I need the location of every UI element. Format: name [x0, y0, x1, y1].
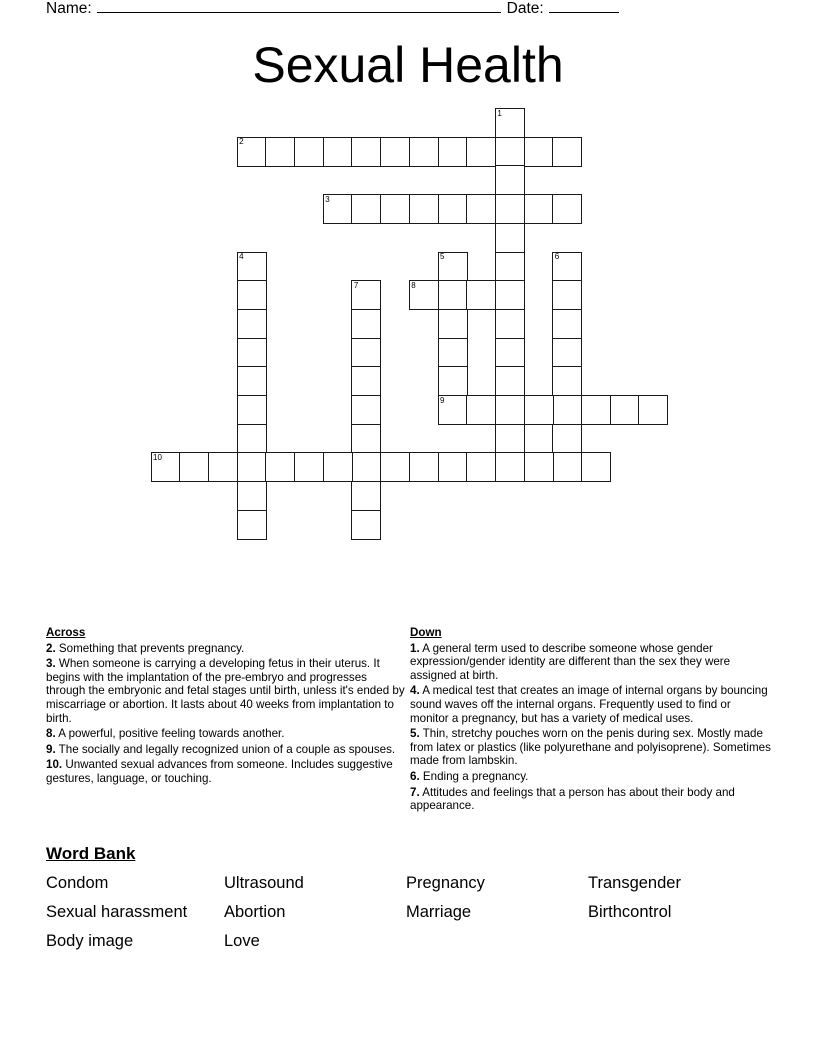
grid-cell[interactable] — [552, 194, 582, 224]
grid-cell-number: 7 — [353, 280, 359, 290]
grid-cell[interactable] — [237, 481, 267, 511]
clue-number: 1. — [410, 641, 420, 655]
grid-cell[interactable] — [237, 252, 267, 282]
grid-cell[interactable] — [552, 137, 582, 167]
grid-cell[interactable] — [151, 452, 181, 482]
grid-cell-number: 3 — [325, 194, 330, 204]
clue-number: 6. — [410, 769, 420, 783]
grid-cell[interactable] — [495, 452, 525, 482]
grid-cell[interactable] — [237, 424, 267, 454]
clue-down-1 — [410, 642, 772, 683]
clue-number: 4. — [410, 684, 420, 698]
grid-cell[interactable] — [179, 452, 209, 482]
grid-cell[interactable] — [638, 395, 668, 425]
grid-cell[interactable] — [466, 395, 496, 425]
grid-cell[interactable] — [581, 395, 611, 425]
clue-number: 9. — [46, 742, 56, 756]
date-label: Date: — [506, 0, 544, 17]
grid-cell[interactable] — [237, 452, 267, 482]
word-bank-item: Marriage — [406, 903, 472, 921]
word-bank-item: Birthcontrol — [588, 903, 672, 921]
grid-cell[interactable] — [294, 452, 324, 482]
grid-cell[interactable] — [237, 366, 267, 396]
clue-number: 5. — [410, 727, 420, 741]
grid-cell[interactable] — [409, 452, 439, 482]
grid-cell[interactable] — [495, 165, 525, 195]
grid-cell[interactable] — [438, 338, 468, 368]
grid-cell[interactable] — [351, 366, 381, 396]
clue-text: When someone is carrying a developing fetus in their uterus. It begins with the implantation of the pre-embryo and progresses through the embryonic and fetal stages until birth, unless it's ended by miscarriage or abortion. It lasts about 40 weeks from implantation to birth. — [46, 657, 405, 725]
clue-down-7 — [410, 786, 772, 813]
grid-cell[interactable] — [438, 452, 468, 482]
grid-cell[interactable] — [495, 137, 525, 167]
word-bank — [46, 844, 770, 952]
grid-cell[interactable] — [552, 395, 582, 425]
grid-cell[interactable] — [237, 395, 267, 425]
grid-cell[interactable] — [380, 452, 410, 482]
grid-cell[interactable] — [351, 452, 381, 482]
clue-across-3 — [46, 657, 408, 725]
clue-number: 3. — [46, 657, 56, 671]
name-label: Name: — [46, 0, 92, 17]
clues-across-heading: Across — [46, 626, 86, 639]
clues-down-column — [410, 626, 772, 815]
clue-text: A medical test that creates an image of internal organs by bouncing sound waves off the internal organs. Frequently used to find or monitor a pregnancy, but has a variety of medical uses. — [410, 684, 768, 725]
clue-text: Something that prevents pregnancy. — [55, 641, 245, 655]
grid-cell[interactable] — [495, 223, 525, 253]
grid-cell[interactable] — [237, 338, 267, 368]
grid-cell[interactable] — [294, 137, 324, 167]
grid-cell[interactable] — [351, 280, 381, 310]
grid-cell[interactable] — [438, 366, 468, 396]
grid-cell[interactable] — [552, 338, 582, 368]
word-bank-item: Love — [224, 932, 260, 950]
word-bank-item: Ultrasound — [224, 874, 304, 892]
grid-cell[interactable] — [351, 194, 381, 224]
grid-cell[interactable] — [438, 137, 468, 167]
grid-cell[interactable] — [380, 137, 410, 167]
word-bank-item: Sexual harassment — [46, 903, 188, 921]
grid-cell[interactable] — [524, 194, 554, 224]
grid-cell[interactable] — [552, 366, 582, 396]
grid-cell[interactable] — [438, 309, 468, 339]
grid-cell[interactable] — [466, 280, 496, 310]
page-title: Sexual Health — [252, 37, 564, 93]
clue-text: Unwanted sexual advances from someone. Includes suggestive gestures, language, or touching. — [46, 758, 393, 785]
grid-cell[interactable] — [323, 194, 353, 224]
grid-cell[interactable] — [208, 452, 238, 482]
word-bank-item: Transgender — [588, 874, 681, 892]
grid-cell-number: 4 — [239, 252, 244, 261]
clue-number: 2. — [46, 641, 56, 655]
grid-cell[interactable] — [351, 424, 381, 454]
grid-cell[interactable] — [466, 452, 496, 482]
grid-cell[interactable] — [351, 510, 381, 540]
clue-text: A powerful, positive feeling towards another. — [55, 727, 285, 741]
grid-cell-number: 8 — [411, 280, 416, 290]
clue-text: The socially and legally recognized union of a couple as spouses. — [55, 742, 396, 756]
grid-cell[interactable] — [237, 137, 267, 167]
grid-cell[interactable] — [495, 366, 525, 396]
clue-across-8 — [46, 727, 408, 741]
word-bank-heading: Word Bank — [46, 844, 136, 863]
grid-cell[interactable] — [351, 137, 381, 167]
grid-cell[interactable] — [409, 137, 439, 167]
clue-down-5 — [410, 727, 772, 768]
clue-number: 10. — [46, 758, 63, 772]
clues-across-list — [46, 642, 408, 786]
grid-cell[interactable] — [438, 194, 468, 224]
grid-cell-number: 2 — [239, 137, 244, 147]
grid-cell[interactable] — [524, 137, 554, 167]
grid-cell[interactable] — [552, 280, 582, 310]
grid-cell[interactable] — [380, 194, 410, 224]
grid-cell[interactable] — [495, 252, 525, 282]
grid-cell[interactable] — [237, 309, 267, 339]
grid-cell[interactable] — [265, 137, 295, 167]
grid-cell[interactable] — [552, 424, 582, 454]
grid-cell[interactable] — [495, 424, 525, 454]
word-bank-item: Body image — [46, 932, 134, 950]
grid-cell[interactable] — [495, 309, 525, 339]
grid-cell[interactable] — [495, 108, 525, 138]
grid-cell[interactable] — [351, 395, 381, 425]
grid-cell[interactable] — [495, 395, 525, 425]
grid-cell[interactable] — [524, 452, 554, 482]
word-bank-item: Pregnancy — [406, 874, 485, 892]
clue-number: 8. — [46, 727, 56, 741]
grid-cell[interactable] — [495, 338, 525, 368]
grid-cell[interactable] — [351, 309, 381, 339]
grid-cell[interactable] — [552, 309, 582, 339]
grid-cell[interactable] — [237, 510, 267, 540]
clue-down-4 — [410, 684, 772, 725]
clue-text: Thin, stretchy pouches worn on the penis during sex. Mostly made from latex or plastics (like polyurethane and polyisoprene). Sometimes made from lambskin. — [410, 727, 771, 768]
clue-number: 7. — [410, 785, 420, 799]
grid-cell-number: 1 — [497, 108, 502, 118]
grid-cell[interactable] — [552, 452, 582, 482]
clues-down-heading: Down — [410, 626, 442, 639]
grid-cell[interactable] — [323, 452, 353, 482]
clue-text: A general term used to describe someone whose gender expression/gender identity are different than the sex they were assigned at birth. — [410, 641, 731, 682]
clue-down-6 — [410, 770, 772, 784]
word-bank-item: Abortion — [224, 903, 286, 921]
grid-cell[interactable] — [581, 452, 611, 482]
clue-across-10 — [46, 758, 408, 785]
grid-cell-number: 5 — [440, 252, 445, 261]
grid-cell[interactable] — [438, 252, 468, 282]
clue-text: Attitudes and feelings that a person has about their body and appearance. — [410, 785, 735, 813]
grid-cell[interactable] — [466, 194, 496, 224]
word-bank-list — [46, 873, 770, 952]
grid-cell[interactable] — [409, 194, 439, 224]
grid-cell[interactable] — [351, 481, 381, 511]
grid-cell[interactable] — [409, 280, 439, 310]
grid-cell[interactable] — [323, 137, 353, 167]
grid-cell[interactable] — [237, 280, 267, 310]
grid-cell[interactable] — [438, 280, 468, 310]
grid-cell-number: 6 — [554, 252, 560, 261]
clue-across-9 — [46, 743, 408, 757]
grid-cell[interactable] — [265, 452, 295, 482]
clues-down-list — [410, 642, 772, 813]
clue-text: Ending a pregnancy. — [419, 769, 529, 783]
grid-cell[interactable] — [495, 194, 525, 224]
grid-cell-number: 10 — [153, 452, 162, 462]
grid-cell[interactable] — [610, 395, 640, 425]
grid-cell[interactable] — [524, 395, 554, 425]
grid-cell[interactable] — [495, 280, 525, 310]
grid-cell[interactable] — [466, 137, 496, 167]
clues-across-column — [46, 626, 408, 788]
grid-cell-number: 9 — [440, 395, 445, 405]
grid-cell[interactable] — [552, 252, 582, 282]
clue-across-2 — [46, 642, 408, 656]
grid-cell[interactable] — [351, 338, 381, 368]
word-bank-item: Condom — [46, 874, 109, 892]
grid-cell[interactable] — [438, 395, 468, 425]
